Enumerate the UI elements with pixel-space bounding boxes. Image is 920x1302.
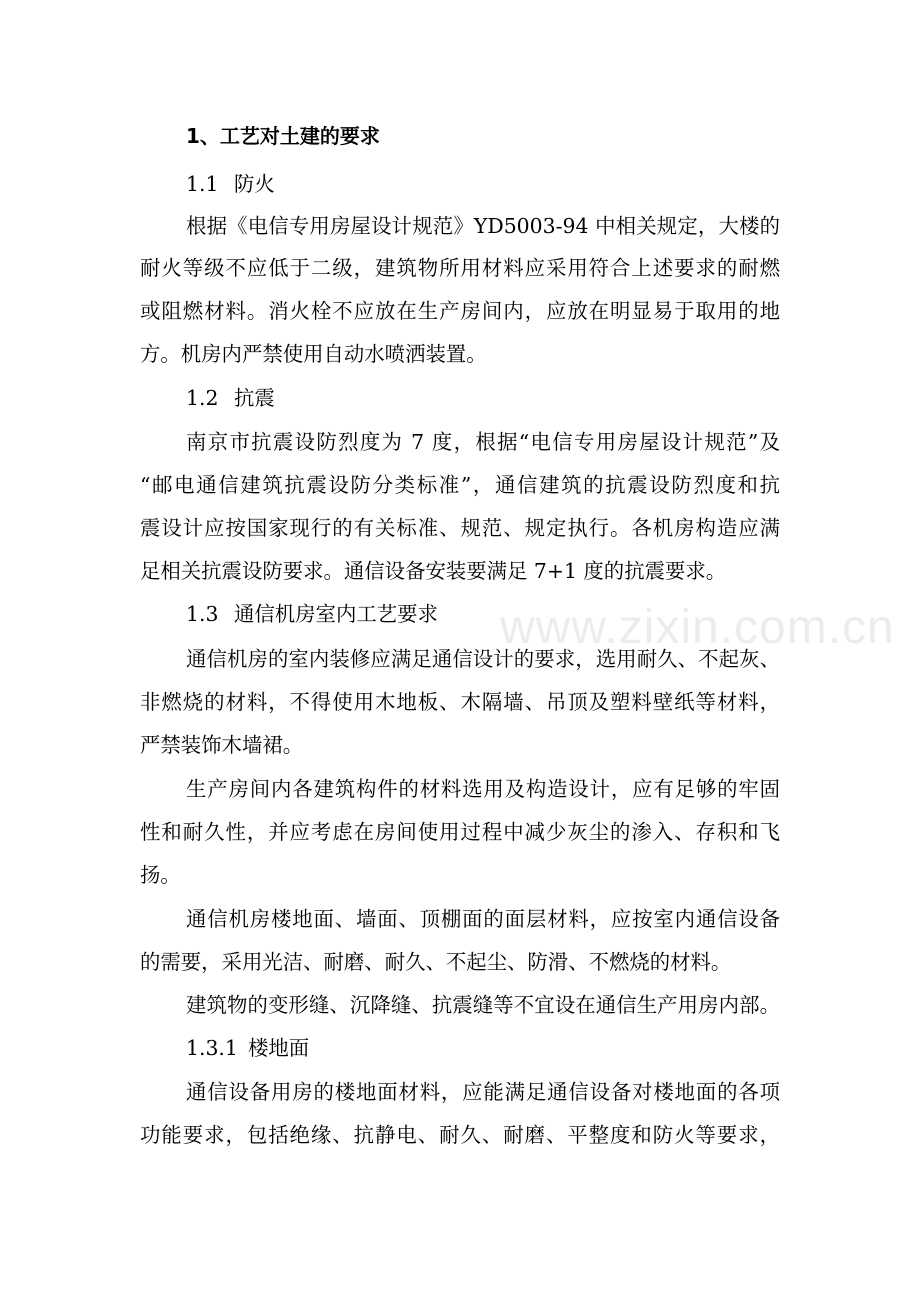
paragraph-line: 功能要求，包括绝缘、抗静电、耐久、耐磨、平整度和防火等要求， [140, 1123, 780, 1147]
paragraph-line: 建筑物的变形缝、沉降缝、抗震缝等不宜设在通信生产用房内部。 [186, 993, 780, 1017]
paragraph-line: 足相关抗震设防要求。通信设备安装要满足 7+1 度的抗震要求。 [140, 559, 727, 583]
section-title: 楼地面 [248, 1036, 310, 1060]
section-number: 1.1 [186, 172, 219, 196]
paragraph-line: 根据《电信专用房屋设计规范》YD5003-94 中相关规定，大楼的 [186, 214, 780, 238]
paragraph-line: “邮电通信建筑抗震设防分类标准”，通信建筑的抗震设防烈度和抗 [140, 473, 780, 497]
chapter-heading: 1、工艺对土建的要求 [186, 124, 380, 148]
paragraph-line: 或阻燃材料。消火栓不应放在生产房间内，应放在明显易于取用的地 [140, 299, 780, 323]
paragraph-line: 通信设备用房的楼地面材料，应能满足通信设备对楼地面的各项 [186, 1080, 780, 1104]
watermark: www.zixin.com.cn [500, 601, 895, 654]
section-title: 防火 [234, 172, 275, 196]
paragraph-line: 性和耐久性，并应考虑在房间使用过程中减少灰尘的渗入、存积和飞 [140, 820, 780, 844]
section-heading-seismic [186, 384, 780, 412]
section-heading-floor [186, 1034, 780, 1062]
section-number: 1.3 [186, 602, 219, 626]
paragraph-line: 通信机房的室内装修应满足通信设计的要求，选用耐久、不起灰、 [186, 647, 780, 671]
section-number: 1.2 [186, 386, 219, 410]
paragraph-line: 南京市抗震设防烈度为 7 度，根据“电信专用房屋设计规范”及 [186, 430, 780, 454]
section-title: 通信机房室内工艺要求 [234, 602, 438, 626]
paragraph-line: 通信机房楼地面、墙面、顶棚面的面层材料，应按室内通信设备 [186, 907, 780, 931]
section-heading-fire [186, 170, 780, 198]
paragraph-line: 震设计应按国家现行的有关标准、规范、规定执行。各机房构造应满 [140, 516, 780, 540]
paragraph-line: 扬。 [140, 863, 181, 887]
paragraph-line: 方。机房内严禁使用自动水喷洒装置。 [140, 342, 487, 366]
section-number: 1.3.1 [186, 1036, 238, 1060]
paragraph-line: 耐火等级不应低于二级，建筑物所用材料应采用符合上述要求的耐燃 [140, 256, 780, 280]
paragraph-line: 严禁装饰木墙裙。 [140, 733, 304, 757]
section-title: 抗震 [234, 386, 275, 410]
paragraph-line: 的需要，采用光洁、耐磨、耐久、不起尘、防滑、不燃烧的材料。 [140, 950, 732, 974]
paragraph-line: 生产房间内各建筑构件的材料选用及构造设计，应有足够的牢固 [186, 777, 780, 801]
paragraph-line: 非燃烧的材料，不得使用木地板、木隔墙、吊顶及塑料壁纸等材料， [140, 690, 780, 714]
